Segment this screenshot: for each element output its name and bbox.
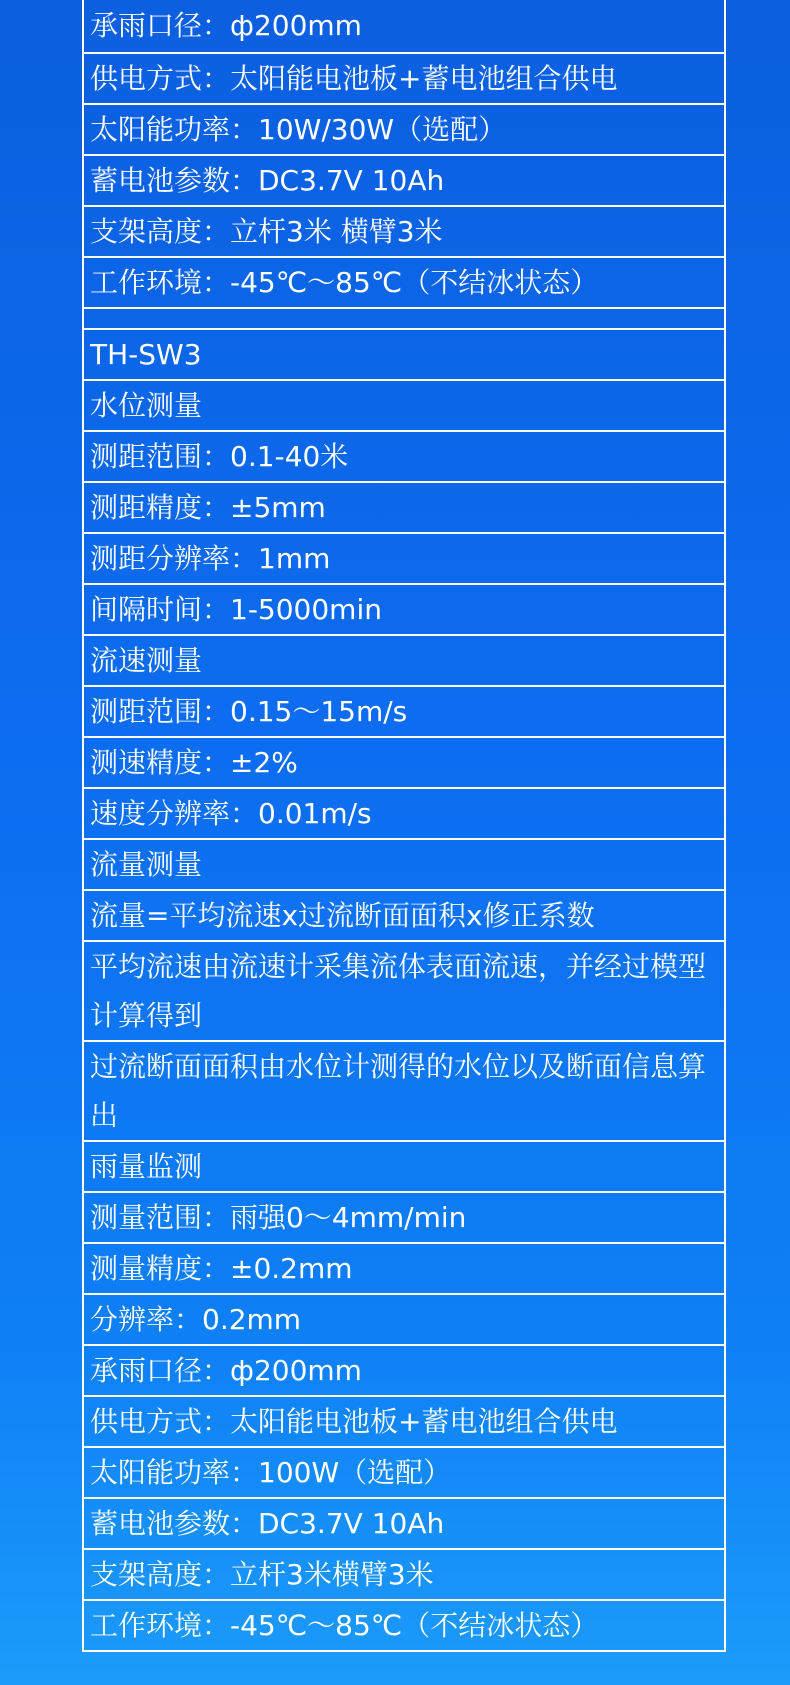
spec-row: 流量=平均流速x过流断面面积x修正系数	[84, 891, 724, 942]
spec-table	[82, 0, 726, 1652]
spec-row: 分辨率：0.2mm	[84, 1295, 724, 1346]
spec-row: 间隔时间：1-5000min	[84, 585, 724, 636]
spec-row: 测量范围：雨强0～4mm/min	[84, 1193, 724, 1244]
spec-row: 测距范围：0.1-40米	[84, 432, 724, 483]
spec-row: 支架高度：立杆3米横臂3米	[84, 1550, 724, 1601]
spec-row: 太阳能功率：10W/30W（选配）	[84, 105, 724, 156]
spec-row: 测速精度：±2%	[84, 738, 724, 789]
spacer-row	[84, 309, 724, 330]
section-heading-rainfall: 雨量监测	[84, 1142, 724, 1193]
spec-row: 蓄电池参数：DC3.7V 10Ah	[84, 1499, 724, 1550]
spec-row: 工作环境：-45℃～85℃（不结冰状态）	[84, 258, 724, 309]
section-heading-velocity: 流速测量	[84, 636, 724, 687]
spec-row: 测距精度：±5mm	[84, 483, 724, 534]
spec-row: 承雨口径：ф200mm	[84, 0, 724, 54]
spec-row: 测距范围：0.15～15m/s	[84, 687, 724, 738]
section-heading-flow: 流量测量	[84, 840, 724, 891]
spec-row: 工作环境：-45℃～85℃（不结冰状态）	[90, 1609, 599, 1642]
spec-row-multiline: 平均流速由流速计采集流体表面流速，并经过模型计算得到	[84, 942, 724, 1042]
spec-row: 速度分辨率：0.01m/s	[84, 789, 724, 840]
spec-row: 供电方式：太阳能电池板+蓄电池组合供电	[84, 1397, 724, 1448]
spec-row: 供电方式：太阳能电池板+蓄电池组合供电	[84, 54, 724, 105]
spec-row: 支架高度：立杆3米 横臂3米	[84, 207, 724, 258]
spec-row: 太阳能功率：100W（选配）	[84, 1448, 724, 1499]
spec-row: 承雨口径：ф200mm	[84, 1346, 724, 1397]
section-heading-water-level: 水位测量	[84, 381, 724, 432]
spec-row-multiline: 过流断面面积由水位计测得的水位以及断面信息算出	[84, 1042, 724, 1142]
spec-row: 蓄电池参数：DC3.7V 10Ah	[84, 156, 724, 207]
spec-row: 测量精度：±0.2mm	[84, 1244, 724, 1295]
spec-row: 测距分辨率：1mm	[84, 534, 724, 585]
model-title-row: TH-SW3	[84, 330, 724, 381]
